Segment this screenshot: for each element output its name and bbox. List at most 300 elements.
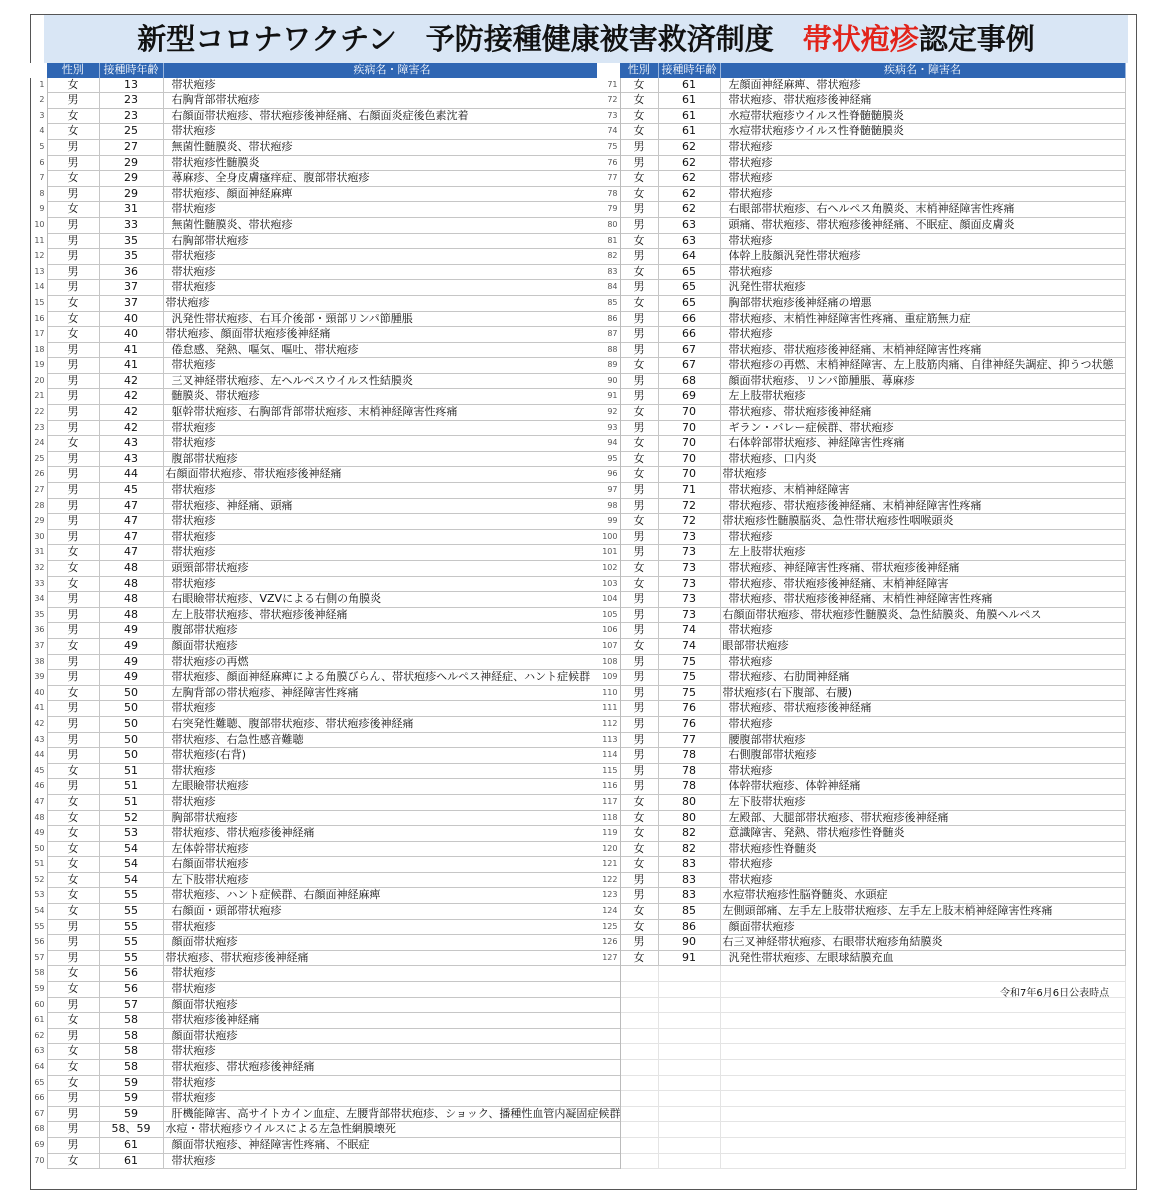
age-cell: 29	[99, 171, 163, 187]
age-cell: 50	[99, 716, 163, 732]
sex-cell: 女	[47, 685, 99, 701]
table-row	[30, 529, 621, 545]
row-number: 1	[30, 78, 47, 93]
disease-header: 疾病名・障害名	[163, 63, 621, 78]
row-number: 72	[597, 93, 620, 109]
empty-row	[597, 1137, 1125, 1153]
disease-cell: 左上肢帯状疱疹	[720, 545, 1125, 561]
row-number: 78	[597, 186, 620, 202]
row-number: 35	[30, 607, 47, 623]
age-cell: 65	[658, 280, 720, 296]
sex-cell: 男	[47, 701, 99, 717]
empty-cell	[658, 982, 720, 998]
table-row	[597, 576, 1125, 592]
disease-cell: 顔面帯状疱疹、神経障害性疼痛、不眠症	[163, 1137, 621, 1153]
table-row	[597, 514, 1125, 530]
age-cell: 13	[99, 78, 163, 93]
sex-cell: 男	[620, 249, 658, 265]
age-cell: 78	[658, 779, 720, 795]
age-cell: 90	[658, 935, 720, 951]
page-title	[44, 15, 1128, 63]
disease-cell: 帯状疱疹	[720, 716, 1125, 732]
age-cell: 50	[99, 732, 163, 748]
disease-cell: 水痘帯状疱疹ウイルス性脊髄髄膜炎	[720, 124, 1125, 140]
age-cell: 43	[99, 451, 163, 467]
row-number: 108	[597, 654, 620, 670]
age-cell: 61	[658, 93, 720, 109]
disease-cell: 帯状疱疹	[720, 327, 1125, 343]
disease-cell: 帯状疱疹	[163, 420, 621, 436]
table-row	[597, 467, 1125, 483]
disease-cell: 頭痛、帯状疱疹、帯状疱疹後神経痛、不眠症、顔面皮膚炎	[720, 217, 1125, 233]
disease-cell: 左殿部、大腿部帯状疱疹、帯状疱疹後神経痛	[720, 810, 1125, 826]
sex-cell: 女	[620, 950, 658, 966]
table-row	[597, 561, 1125, 577]
row-number: 113	[597, 732, 620, 748]
empty-cell	[597, 982, 620, 998]
disease-cell: 帯状疱疹	[720, 872, 1125, 888]
table-row	[30, 1075, 621, 1091]
age-cell: 53	[99, 826, 163, 842]
table-row	[597, 638, 1125, 654]
sex-cell: 男	[620, 280, 658, 296]
row-number: 54	[30, 904, 47, 920]
table-row	[30, 592, 621, 608]
table-row	[30, 295, 621, 311]
sex-cell: 男	[620, 623, 658, 639]
table-row	[30, 420, 621, 436]
disease-cell: 帯状疱疹	[163, 436, 621, 452]
disease-cell: 左上肢帯状疱疹	[720, 389, 1125, 405]
age-cell: 48	[99, 607, 163, 623]
disease-cell: 水痘帯状疱疹ウイルス性脊髄髄膜炎	[720, 108, 1125, 124]
row-number: 12	[30, 249, 47, 265]
table-row	[597, 654, 1125, 670]
sex-cell: 女	[47, 545, 99, 561]
row-number: 115	[597, 763, 620, 779]
row-number: 7	[30, 171, 47, 187]
table-row	[30, 139, 621, 155]
row-number: 81	[597, 233, 620, 249]
age-cell: 58	[99, 1013, 163, 1029]
disease-cell: 右眼瞼帯状疱疹、VZVによる右側の角膜炎	[163, 592, 621, 608]
row-number: 37	[30, 638, 47, 654]
age-cell: 72	[658, 514, 720, 530]
sex-cell: 女	[47, 327, 99, 343]
table-row	[30, 872, 621, 888]
table-row	[30, 623, 621, 639]
age-cell: 48	[99, 576, 163, 592]
table-row	[597, 685, 1125, 701]
sex-cell: 男	[620, 685, 658, 701]
row-number: 101	[597, 545, 620, 561]
age-cell: 58	[99, 1028, 163, 1044]
age-cell: 61	[658, 108, 720, 124]
age-cell: 74	[658, 638, 720, 654]
age-cell: 51	[99, 794, 163, 810]
empty-cell	[620, 1106, 658, 1122]
age-cell: 29	[99, 155, 163, 171]
disease-cell: 帯状疱疹	[163, 358, 621, 374]
sex-cell: 女	[47, 436, 99, 452]
age-cell: 61	[658, 124, 720, 140]
age-cell: 82	[658, 826, 720, 842]
disease-cell: 顔面帯状疱疹	[163, 997, 621, 1013]
table-row	[30, 857, 621, 873]
row-number: 74	[597, 124, 620, 140]
empty-row	[597, 1122, 1125, 1138]
empty-cell	[720, 966, 1125, 982]
age-cell: 23	[99, 93, 163, 109]
sex-cell: 男	[47, 420, 99, 436]
empty-cell	[620, 1153, 658, 1169]
sex-cell: 男	[47, 342, 99, 358]
empty-cell	[720, 997, 1125, 1013]
sex-cell: 男	[47, 373, 99, 389]
age-cell: 83	[658, 888, 720, 904]
empty-cell	[658, 1091, 720, 1107]
age-cell: 42	[99, 389, 163, 405]
table-row	[597, 233, 1125, 249]
row-number: 21	[30, 389, 47, 405]
empty-cell	[597, 997, 620, 1013]
row-number: 107	[597, 638, 620, 654]
table-row	[597, 950, 1125, 966]
row-number: 41	[30, 701, 47, 717]
table-row	[30, 950, 621, 966]
disease-cell: 帯状疱疹	[720, 467, 1125, 483]
empty-cell	[620, 966, 658, 982]
sex-cell: 男	[47, 264, 99, 280]
sex-cell: 女	[620, 295, 658, 311]
table-row	[30, 919, 621, 935]
sex-cell: 男	[620, 888, 658, 904]
row-number: 82	[597, 249, 620, 265]
table-row	[30, 373, 621, 389]
age-cell: 66	[658, 311, 720, 327]
age-cell: 37	[99, 295, 163, 311]
age-cell: 40	[99, 311, 163, 327]
table-row	[30, 342, 621, 358]
sex-cell: 男	[47, 155, 99, 171]
table-row	[597, 763, 1125, 779]
row-number: 92	[597, 405, 620, 421]
empty-cell	[620, 1028, 658, 1044]
sex-cell: 女	[620, 514, 658, 530]
disease-cell: 顔面帯状疱疹	[720, 919, 1125, 935]
row-number: 103	[597, 576, 620, 592]
age-cell: 74	[658, 623, 720, 639]
age-cell: 62	[658, 202, 720, 218]
row-number: 124	[597, 904, 620, 920]
empty-cell	[620, 1044, 658, 1060]
row-number: 44	[30, 748, 47, 764]
table-row	[30, 1137, 621, 1153]
disease-cell: 右眼部帯状疱疹、右ヘルペス角膜炎、末梢神経障害性疼痛	[720, 202, 1125, 218]
empty-row	[597, 1153, 1125, 1169]
row-number: 63	[30, 1044, 47, 1060]
age-cell: 52	[99, 810, 163, 826]
sex-cell: 男	[47, 732, 99, 748]
age-cell: 78	[658, 748, 720, 764]
sex-cell: 男	[47, 1091, 99, 1107]
table-row	[30, 1153, 621, 1169]
sex-cell: 女	[620, 186, 658, 202]
disease-cell: 帯状疱疹	[720, 139, 1125, 155]
age-cell: 49	[99, 623, 163, 639]
row-number: 88	[597, 342, 620, 358]
table-row	[30, 779, 621, 795]
disease-cell: 帯状疱疹、顔面神経麻痺	[163, 186, 621, 202]
sex-cell: 男	[47, 623, 99, 639]
table-row	[30, 1028, 621, 1044]
row-number: 96	[597, 467, 620, 483]
row-number: 94	[597, 436, 620, 452]
row-number: 50	[30, 841, 47, 857]
disease-cell: 帯状疱疹	[163, 763, 621, 779]
disease-cell: 頭頸部帯状疱疹	[163, 561, 621, 577]
sex-cell: 女	[620, 171, 658, 187]
table-row	[30, 78, 621, 93]
disease-cell: 帯状疱疹	[163, 794, 621, 810]
row-number: 117	[597, 794, 620, 810]
table-row	[30, 576, 621, 592]
table-row	[30, 264, 621, 280]
title-part1: 新型コロナワクチン 予防接種健康被害救済制度	[137, 22, 803, 56]
table-body	[30, 78, 621, 1169]
empty-cell	[597, 966, 620, 982]
empty-cell	[658, 1106, 720, 1122]
disease-cell: 帯状疱疹	[163, 529, 621, 545]
sex-cell: 女	[620, 358, 658, 374]
sex-cell: 男	[47, 467, 99, 483]
sex-cell: 男	[47, 997, 99, 1013]
age-cell: 40	[99, 327, 163, 343]
table-row	[597, 935, 1125, 951]
table-row	[30, 483, 621, 499]
age-cell: 73	[658, 545, 720, 561]
disease-cell: 汎発性帯状疱疹	[720, 280, 1125, 296]
disease-cell: 帯状疱疹、顔面帯状疱疹後神経痛	[163, 327, 621, 343]
row-number: 46	[30, 779, 47, 795]
disease-cell: 帯状疱疹、帯状疱疹後神経痛	[720, 701, 1125, 717]
table-row	[597, 498, 1125, 514]
age-cell: 48	[99, 561, 163, 577]
table-row	[597, 545, 1125, 561]
age-cell: 72	[658, 498, 720, 514]
row-number: 19	[30, 358, 47, 374]
table-row	[597, 420, 1125, 436]
table-row	[30, 249, 621, 265]
age-cell: 65	[658, 264, 720, 280]
empty-cell	[620, 1075, 658, 1091]
disease-cell: 右三叉神経帯状疱疹、右眼帯状疱疹角結膜炎	[720, 935, 1125, 951]
empty-cell	[620, 1091, 658, 1107]
sex-cell: 女	[47, 872, 99, 888]
disease-cell: 帯状疱疹、帯状疱疹後神経痛、末梢神経障害性疼痛	[720, 342, 1125, 358]
sex-cell: 女	[620, 919, 658, 935]
row-number: 48	[30, 810, 47, 826]
row-number: 73	[597, 108, 620, 124]
disease-cell: 三叉神経帯状疱疹、左ヘルペスウイルス性結膜炎	[163, 373, 621, 389]
disease-cell: 帯状疱疹、帯状疱疹後神経痛、末梢神経障害性疼痛	[720, 498, 1125, 514]
age-cell: 33	[99, 217, 163, 233]
disease-cell: 左体幹帯状疱疹	[163, 841, 621, 857]
disease-cell: 汎発性帯状疱疹、右耳介後部・頸部リンパ節腫脹	[163, 311, 621, 327]
age-cell: 36	[99, 264, 163, 280]
table-row	[597, 794, 1125, 810]
table-row	[30, 436, 621, 452]
sex-cell: 男	[620, 373, 658, 389]
row-number: 33	[30, 576, 47, 592]
sex-cell: 男	[47, 1122, 99, 1138]
sex-cell: 女	[47, 826, 99, 842]
title-highlight: 帯状疱疹	[802, 22, 919, 56]
age-cell: 91	[658, 950, 720, 966]
disease-cell: 右顔面帯状疱疹、帯状疱疹性髄膜炎、急性結膜炎、角膜ヘルペス	[720, 607, 1125, 623]
row-number: 99	[597, 514, 620, 530]
row-number: 22	[30, 405, 47, 421]
age-cell: 73	[658, 576, 720, 592]
row-number: 126	[597, 935, 620, 951]
row-number: 31	[30, 545, 47, 561]
age-cell: 55	[99, 950, 163, 966]
table-row	[30, 311, 621, 327]
disease-cell: 体幹上肢顔汎発性帯状疱疹	[720, 249, 1125, 265]
sex-cell: 女	[47, 904, 99, 920]
age-cell: 62	[658, 171, 720, 187]
age-cell: 23	[99, 108, 163, 124]
age-cell: 63	[658, 217, 720, 233]
disease-cell: 帯状疱疹	[720, 857, 1125, 873]
table-row	[597, 732, 1125, 748]
row-number: 87	[597, 327, 620, 343]
empty-cell	[620, 1137, 658, 1153]
disease-cell: 帯状疱疹	[720, 264, 1125, 280]
table-row	[30, 748, 621, 764]
table-row	[30, 966, 621, 982]
table-row	[597, 483, 1125, 499]
row-number: 45	[30, 763, 47, 779]
disease-header: 疾病名・障害名	[720, 63, 1125, 78]
sex-cell: 男	[47, 405, 99, 421]
empty-cell	[720, 1137, 1125, 1153]
row-number: 29	[30, 514, 47, 530]
disease-cell: 帯状疱疹、右急性感音難聴	[163, 732, 621, 748]
sex-cell: 男	[620, 420, 658, 436]
age-cell: 62	[658, 186, 720, 202]
age-cell: 50	[99, 685, 163, 701]
age-cell: 76	[658, 701, 720, 717]
row-number: 24	[30, 436, 47, 452]
sex-cell: 男	[47, 514, 99, 530]
table-row	[30, 826, 621, 842]
table-row	[597, 592, 1125, 608]
sex-cell: 男	[47, 139, 99, 155]
row-number: 18	[30, 342, 47, 358]
disease-cell: 帯状疱疹、神経痛、頭痛	[163, 498, 621, 514]
age-cell: 75	[658, 670, 720, 686]
disease-cell: 帯状疱疹	[163, 1153, 621, 1169]
table-row	[30, 1122, 621, 1138]
age-cell: 80	[658, 794, 720, 810]
sex-cell: 女	[620, 93, 658, 109]
age-cell: 64	[658, 249, 720, 265]
row-number: 8	[30, 186, 47, 202]
sex-cell: 男	[620, 716, 658, 732]
age-cell: 58	[99, 1044, 163, 1060]
table-row	[597, 670, 1125, 686]
disease-cell: 髄膜炎、帯状疱疹	[163, 389, 621, 405]
sex-cell: 女	[620, 561, 658, 577]
row-number: 51	[30, 857, 47, 873]
sex-cell: 女	[47, 841, 99, 857]
sex-cell: 男	[47, 950, 99, 966]
age-cell: 70	[658, 451, 720, 467]
row-number: 10	[30, 217, 47, 233]
sex-cell: 女	[620, 436, 658, 452]
disease-cell: 帯状疱疹	[720, 623, 1125, 639]
sex-cell: 男	[47, 498, 99, 514]
empty-row	[597, 1028, 1125, 1044]
row-number: 38	[30, 654, 47, 670]
row-number: 109	[597, 670, 620, 686]
disease-cell: 帯状疱疹	[720, 233, 1125, 249]
empty-cell	[658, 1122, 720, 1138]
sex-cell: 女	[47, 1153, 99, 1169]
table-row	[30, 358, 621, 374]
age-cell: 59	[99, 1106, 163, 1122]
row-number: 90	[597, 373, 620, 389]
table-row	[597, 373, 1125, 389]
age-cell: 86	[658, 919, 720, 935]
row-number: 25	[30, 451, 47, 467]
row-number: 36	[30, 623, 47, 639]
table-row	[30, 389, 621, 405]
sex-cell: 男	[620, 935, 658, 951]
disease-cell: 右顔面帯状疱疹、帯状疱疹後神経痛、右顔面炎症後色素沈着	[163, 108, 621, 124]
table-row	[30, 124, 621, 140]
sex-cell: 女	[620, 451, 658, 467]
age-cell: 70	[658, 405, 720, 421]
table-row	[597, 904, 1125, 920]
disease-cell: ギラン・バレー症候群、帯状疱疹	[720, 420, 1125, 436]
row-number: 77	[597, 171, 620, 187]
table-row	[30, 670, 621, 686]
row-number: 9	[30, 202, 47, 218]
table-row	[597, 124, 1125, 140]
table-header-row	[597, 63, 1125, 78]
table-row	[597, 280, 1125, 296]
sex-cell: 女	[47, 794, 99, 810]
age-cell: 42	[99, 405, 163, 421]
row-number: 56	[30, 935, 47, 951]
sex-cell: 男	[47, 451, 99, 467]
table-body	[597, 78, 1125, 1169]
row-number: 91	[597, 389, 620, 405]
disease-cell: 蕁麻疹、全身皮膚瘙痒症、腹部帯状疱疹	[163, 171, 621, 187]
disease-cell: 帯状疱疹	[163, 576, 621, 592]
age-cell: 65	[658, 295, 720, 311]
row-number: 85	[597, 295, 620, 311]
table-row	[597, 451, 1125, 467]
table-row	[597, 358, 1125, 374]
table-row	[30, 888, 621, 904]
age-cell: 54	[99, 872, 163, 888]
row-number-header	[30, 63, 47, 78]
row-number: 6	[30, 155, 47, 171]
sex-cell: 女	[47, 561, 99, 577]
